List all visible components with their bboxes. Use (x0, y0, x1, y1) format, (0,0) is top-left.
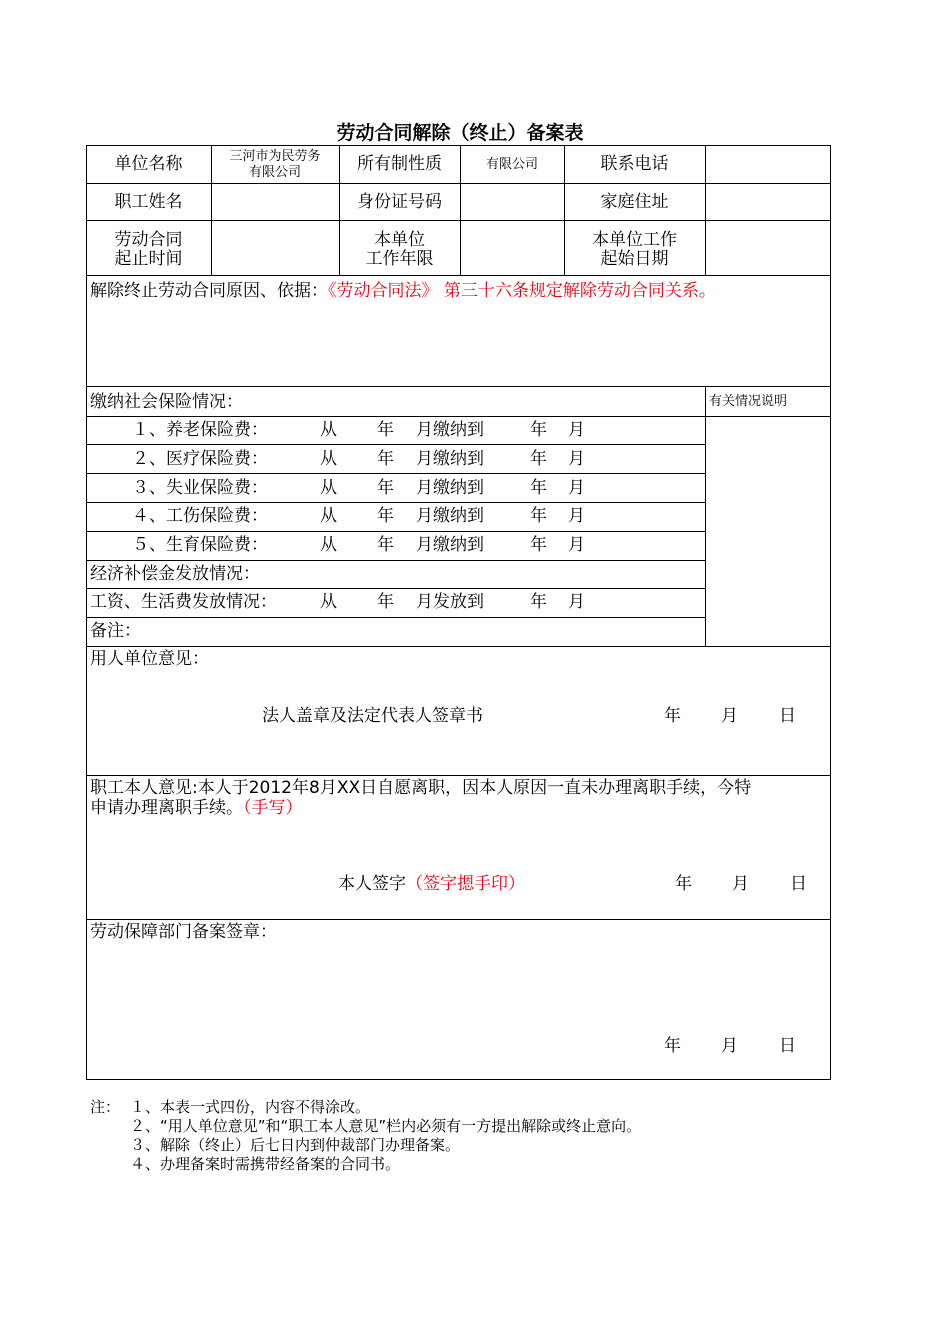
employee-year: 年 (675, 874, 692, 894)
insurance-year2: 年 (530, 478, 547, 498)
employee-sign-note: （签字摁手印） (406, 874, 525, 894)
row-divider (87, 588, 705, 589)
insurance-from: 从 (320, 506, 337, 526)
insurance-from: 从 (320, 420, 337, 440)
id-number-label: 身份证号码 (357, 192, 442, 212)
contract-period-label-line1: 劳动合同 (114, 230, 183, 250)
row-divider (87, 646, 830, 647)
row-divider (87, 183, 830, 184)
handwrite-note: （手写） (243, 798, 303, 818)
note-item: ２、“用人单位意见”和“职工本人意见”栏内必须有一方提出解除或终止意向。 (130, 1117, 642, 1135)
insurance-year2: 年 (530, 449, 547, 469)
labor-dept-month: 月 (721, 1036, 738, 1056)
unit-name-value-line2: 有限公司 (248, 165, 301, 180)
insurance-year1: 年 (377, 535, 394, 555)
note-item: ３、解除（终止）后七日内到仲裁部门办理备案。 (130, 1136, 461, 1154)
col-divider (705, 146, 706, 275)
insurance-from: 从 (320, 535, 337, 555)
insurance-month2: 月 (568, 449, 585, 469)
termination-reason (90, 281, 716, 301)
row-divider (87, 416, 830, 417)
insurance-label: ５、生育保险费： (132, 535, 268, 555)
wages-month2: 月 (568, 592, 585, 612)
phone-label: 联系电话 (600, 154, 669, 174)
termination-reason-value: 《劳动合同法》 第三十六条规定解除劳动合同关系。 (328, 281, 716, 301)
wages-year1: 年 (377, 592, 394, 612)
insurance-from: 从 (320, 449, 337, 469)
insurance-label: ４、工伤保险费： (132, 506, 268, 526)
contract-period-label-line2: 起止时间 (114, 249, 183, 269)
insurance-year1: 年 (377, 449, 394, 469)
compensation-label: 经济补偿金发放情况： (90, 564, 260, 584)
insurance-label: １、养老保险费： (132, 420, 268, 440)
employer-month: 月 (721, 706, 738, 726)
labor-dept-label: 劳动保障部门备案签章： (90, 922, 277, 942)
insurance-year1: 年 (377, 506, 394, 526)
start-date-label-line1: 本单位工作 (592, 230, 677, 250)
insurance-year2: 年 (530, 506, 547, 526)
row-divider (87, 275, 830, 276)
termination-reason-label: 解除终止劳动合同原因、依据： (90, 281, 328, 301)
row-divider (87, 502, 705, 503)
insurance-month2: 月 (568, 420, 585, 440)
employee-month: 月 (732, 874, 749, 894)
insurance-month-to: 月缴纳到 (416, 535, 484, 555)
insurance-label: ２、医疗保险费： (132, 449, 268, 469)
wages-label: 工资、生活费发放情况： (90, 592, 277, 612)
insurance-month2: 月 (568, 506, 585, 526)
unit-name-label: 单位名称 (114, 154, 183, 174)
row-divider (87, 560, 705, 561)
note-item: ４、办理备案时需携带经备案的合同书。 (130, 1155, 401, 1173)
insurance-year2: 年 (530, 420, 547, 440)
employee-opinion-prefix: 职工本人意见: (90, 778, 198, 798)
employer-sign-text: 法人盖章及法定代表人签章书 (262, 706, 483, 726)
employer-day: 日 (779, 706, 796, 726)
employee-sign (338, 874, 525, 894)
row-divider (87, 617, 705, 618)
employer-opinion-label: 用人单位意见： (90, 649, 209, 669)
related-notes-heading: 有关情况说明 (709, 394, 788, 409)
insurance-month-to: 月缴纳到 (416, 506, 484, 526)
home-address-label: 家庭住址 (600, 192, 669, 212)
row-divider (87, 531, 705, 532)
employee-opinion-line2 (90, 798, 303, 818)
wages-from: 从 (320, 592, 337, 612)
insurance-month2: 月 (568, 478, 585, 498)
row-divider (87, 775, 830, 776)
work-years-label-line2: 工作年限 (365, 249, 434, 269)
insurance-month-to: 月缴纳到 (416, 420, 484, 440)
employee-opinion-text-line1: 本人于2012年8月XX日自愿离职，因本人原因一直未办理离职手续，今特 (197, 778, 752, 798)
insurance-year2: 年 (530, 535, 547, 555)
page-title: 劳动合同解除（终止）备案表 (336, 122, 584, 144)
wages-month-to: 月发放到 (416, 592, 484, 612)
remarks-label: 备注： (90, 621, 141, 641)
unit-name-value-line1: 三河市为民劳务 (229, 149, 321, 164)
ownership-label: 所有制性质 (357, 154, 442, 174)
employer-year: 年 (664, 706, 681, 726)
row-divider (87, 473, 705, 474)
insurance-heading: 缴纳社会保险情况： (90, 392, 243, 412)
row-divider (87, 220, 830, 221)
employee-name-label: 职工姓名 (114, 192, 183, 212)
row-divider (87, 919, 830, 920)
row-divider (87, 444, 705, 445)
start-date-label-line2: 起始日期 (600, 249, 669, 269)
insurance-month-to: 月缴纳到 (416, 449, 484, 469)
row-divider (87, 386, 830, 387)
employee-opinion-line1 (90, 778, 751, 798)
note-item: １、本表一式四份，内容不得涂改。 (130, 1098, 371, 1116)
notes-prefix: 注： (90, 1098, 121, 1116)
employee-day: 日 (790, 874, 807, 894)
employee-opinion-text-line2: 申请办理离职手续。 (90, 798, 243, 818)
employee-sign-label: 本人签字 (338, 874, 406, 894)
ownership-value: 有限公司 (485, 157, 538, 172)
insurance-label: ３、失业保险费： (132, 478, 268, 498)
col-divider (705, 386, 706, 646)
work-years-label-line1: 本单位 (374, 230, 425, 250)
insurance-month2: 月 (568, 535, 585, 555)
insurance-year1: 年 (377, 420, 394, 440)
insurance-year1: 年 (377, 478, 394, 498)
labor-dept-year: 年 (664, 1036, 681, 1056)
labor-dept-day: 日 (779, 1036, 796, 1056)
insurance-month-to: 月缴纳到 (416, 478, 484, 498)
insurance-from: 从 (320, 478, 337, 498)
wages-year2: 年 (530, 592, 547, 612)
